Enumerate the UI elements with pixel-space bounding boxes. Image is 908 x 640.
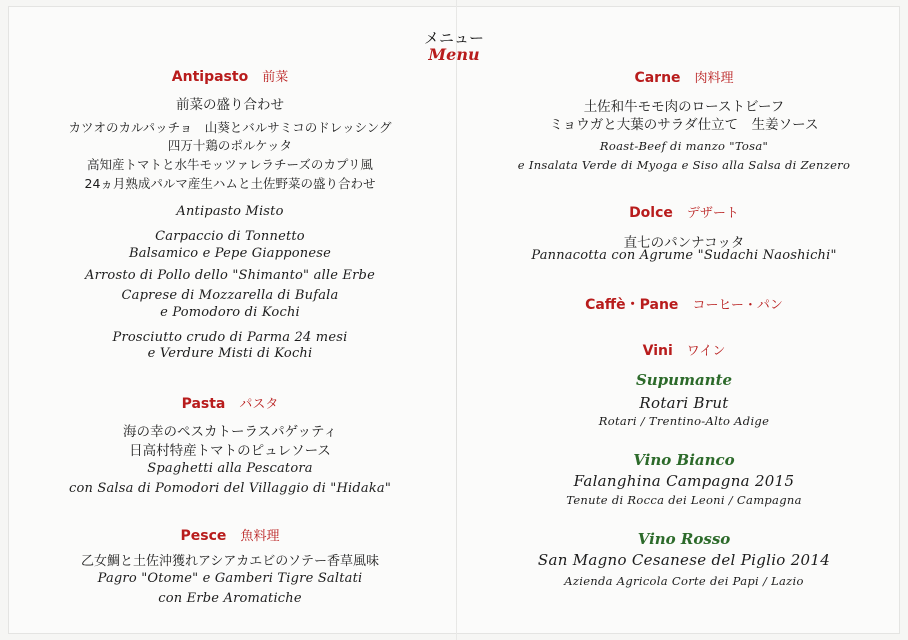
antipasto-it-title: Antipasto Misto [176, 204, 284, 219]
wine-producer: Azienda Agricola Corte dei Papi / Lazio [564, 574, 804, 588]
antipasto-it-item: Arrosto di Pollo dello "Shimanto" alle Erbe [85, 268, 375, 283]
antipasto-it-item: Balsamico e Pepe Giapponese [128, 246, 332, 261]
pasta-ja-line: 日高村特産トマトのピュレソース [129, 443, 331, 459]
section-heading-label: Dolce [629, 205, 673, 221]
section-carne-heading [460, 67, 908, 86]
antipasto-ja-title: 前菜の盛り合わせ [176, 97, 284, 113]
pesce-ja-line: 乙女鯛と土佐沖獲れアシアカエビのソテー香草風味 [80, 554, 380, 569]
section-heading-label: Antipasto [171, 69, 249, 85]
antipasto-ja-item: 四万十鶏のポルケッタ [167, 138, 293, 153]
section-heading-ja: パスタ [239, 397, 279, 412]
wine-name: San Magno Cesanese del Piglio 2014 [537, 551, 831, 569]
carne-ja-line: ミョウガと大葉のサラダ仕立て 生姜ソース [549, 117, 819, 133]
wine-name: Rotari Brut [639, 394, 729, 412]
antipasto-it-item: Caprese di Mozzarella di Bufala [121, 288, 339, 303]
antipasto-it-item: Prosciutto crudo di Parma 24 mesi [112, 330, 348, 345]
pasta-it-line: Spaghetti alla Pescatora [147, 461, 313, 476]
section-heading-label: Pesce [180, 528, 227, 544]
section-heading-ja: コーヒー・パン [692, 298, 783, 313]
section-vini-heading [460, 340, 908, 359]
wine-name: Falanghina Campagna 2015 [573, 472, 795, 490]
section-heading-ja: 肉料理 [694, 71, 734, 86]
title-english: Menu [428, 45, 480, 64]
pasta-it-line: con Salsa di Pomodori del Villaggio di "Hidaka" [68, 481, 392, 496]
section-pasta-heading [0, 393, 460, 412]
wine-category: Vino Bianco [633, 451, 735, 469]
antipasto-ja-item: 24ヵ月熟成パルマ産生ハムと土佐野菜の盛り合わせ [84, 176, 376, 191]
section-heading-label: Pasta [181, 396, 226, 412]
wine-producer: Tenute di Rocca dei Leoni / Campagna [566, 493, 802, 507]
section-antipasto-heading [0, 66, 460, 85]
section-heading-label: Carne [634, 70, 681, 86]
section-dolce-heading [460, 202, 908, 221]
pesce-it-line: con Erbe Aromatiche [158, 591, 302, 606]
section-heading-label: Caffè・Pane [585, 297, 679, 313]
section-heading-ja: 魚料理 [240, 529, 280, 544]
antipasto-ja-item: カツオのカルパッチョ 山葵とバルサミコのドレッシング [68, 120, 392, 135]
section-heading-ja: ワイン [686, 344, 726, 359]
wine-category: Supumante [635, 371, 733, 389]
pesce-it-line: Pagro "Otome" e Gamberi Tigre Saltati [97, 571, 363, 586]
antipasto-it-item: Carpaccio di Tonnetto [155, 229, 305, 244]
carne-it-line: e Insalata Verde di Myoga e Siso alla Salsa di Zenzero [517, 158, 851, 172]
section-pesce-heading [0, 525, 460, 544]
antipasto-it-item: e Pomodoro di Kochi [160, 305, 300, 320]
pasta-ja-line: 海の幸のペスカトーラスパゲッティ [123, 424, 337, 440]
carne-ja-line: 土佐和牛モモ肉のローストビーフ [583, 99, 785, 115]
wine-producer: Rotari / Trentino-Alto Adige [598, 414, 770, 428]
section-caffe-heading [460, 294, 908, 314]
section-heading-ja: デザート [686, 206, 739, 221]
antipasto-ja-item: 高知産トマトと水牛モッツァレラチーズのカプリ風 [87, 157, 373, 172]
dolce-ja-line: 直七のパンナコッタ [623, 235, 745, 251]
antipasto-it-item: e Verdure Misti di Kochi [147, 346, 313, 361]
title-japanese: メニュー [423, 29, 484, 47]
carne-it-line: Roast-Beef di manzo "Tosa" [599, 139, 769, 153]
wine-category: Vino Rosso [637, 530, 731, 548]
dolce-it-line: Pannacotta con Agrume "Sudachi Naoshichi" [531, 248, 837, 263]
section-heading-ja: 前菜 [262, 70, 289, 85]
section-heading-label: Vini [642, 343, 673, 359]
